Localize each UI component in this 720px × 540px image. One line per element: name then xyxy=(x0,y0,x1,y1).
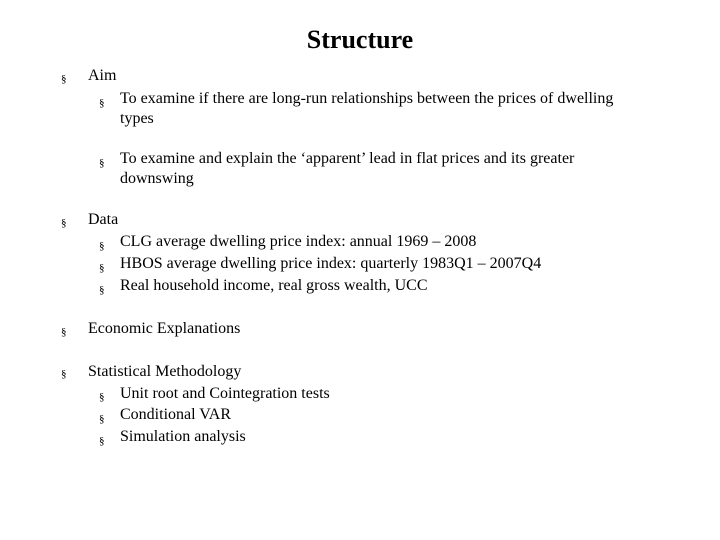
bullet-icon: § xyxy=(99,391,105,403)
bullet-icon: § xyxy=(99,262,105,274)
list-item-method-1: Unit root and Cointegration tests xyxy=(120,385,330,402)
bullet-icon: § xyxy=(61,217,67,229)
bullet-icon: § xyxy=(99,240,105,252)
bullet-icon: § xyxy=(61,326,67,338)
list-item-aim-2: To examine and explain the ‘apparent’ lead in flat prices and its greater downswing xyxy=(120,150,575,187)
bullet-icon: § xyxy=(99,157,105,169)
list-item-data-1: CLG average dwelling price index: annual 1969 – 2008 xyxy=(120,233,477,250)
section-label-aim: Aim xyxy=(88,67,117,84)
list-item-method-3: Simulation analysis xyxy=(120,428,246,445)
bullet-icon: § xyxy=(99,97,105,109)
list-item-data-2: HBOS average dwelling price index: quarterly 1983Q1 – 2007Q4 xyxy=(120,255,542,272)
section-label-data: Data xyxy=(88,211,119,228)
bullet-icon: § xyxy=(99,413,105,425)
list-item-data-3: Real household income, real gross wealth, UCC xyxy=(120,277,428,294)
bullet-icon: § xyxy=(61,368,67,380)
slide-title: Structure xyxy=(306,25,414,54)
list-item-method-2: Conditional VAR xyxy=(120,406,231,423)
list-item-aim-1: To examine if there are long-run relationships between the prices of dwelling types xyxy=(120,90,614,127)
section-label-economic-explanations: Economic Explanations xyxy=(88,320,241,337)
section-label-statistical-methodology: Statistical Methodology xyxy=(88,363,242,380)
bullet-icon: § xyxy=(61,73,67,85)
bullet-icon: § xyxy=(99,284,105,296)
bullet-icon: § xyxy=(99,435,105,447)
